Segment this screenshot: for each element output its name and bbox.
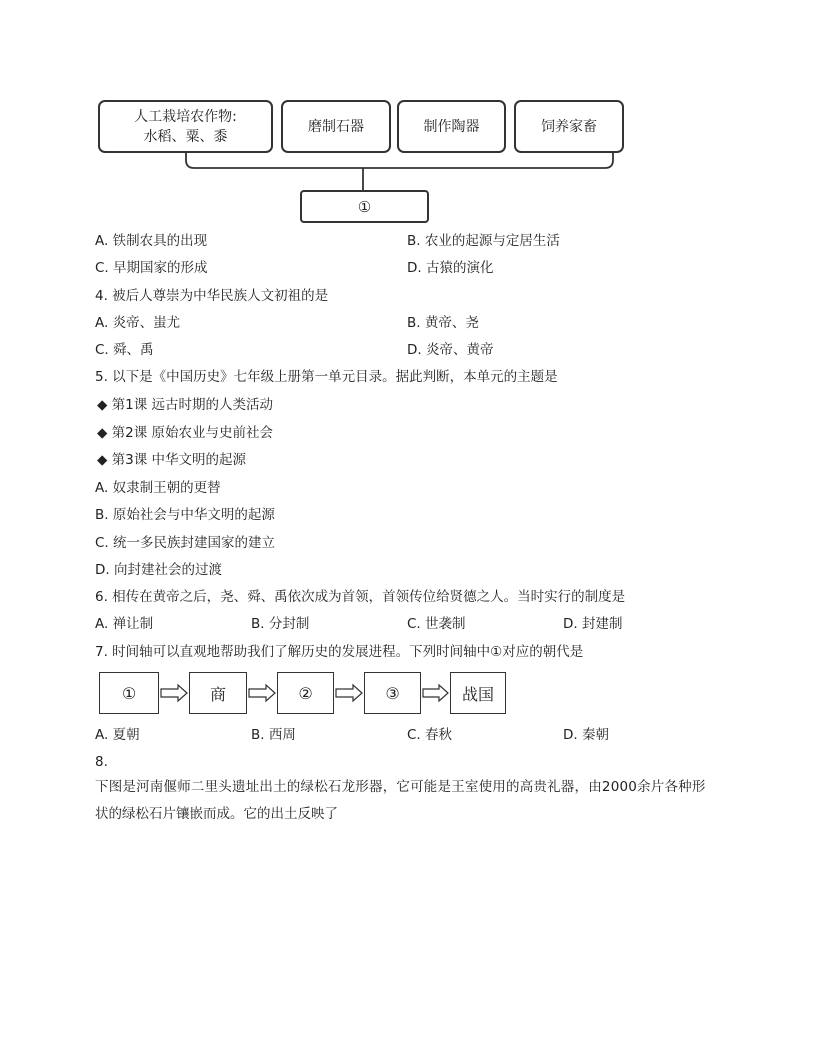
q5-option-c: C. 统一多民族封建国家的建立 <box>95 535 276 551</box>
stone-tools-box: 磨制石器 <box>281 100 391 153</box>
q3-option-b: B. 农业的起源与定居生活 <box>407 233 560 249</box>
q7-option-a: A. 夏朝 <box>95 727 140 743</box>
q4-option-b: B. 黄帝、尧 <box>407 315 479 331</box>
q5-option-b: B. 原始社会与中华文明的起源 <box>95 507 275 523</box>
livestock-box: 饲养家畜 <box>514 100 624 153</box>
pottery-box: 制作陶器 <box>397 100 506 153</box>
q8-text-line1: 下图是河南偃师二里头遗址出土的绿松石龙形器，它可能是王室使用的高贵礼器，由2000余片各种形 <box>95 779 706 795</box>
q7-option-d: D. 秦朝 <box>563 727 609 743</box>
q5-item-3: ◆ 第3课 中华文明的起源 <box>97 452 247 468</box>
q4-stem: 4. 被后人尊崇为中华民族人文初祖的是 <box>95 288 329 304</box>
q6-option-c: C. 世袭制 <box>407 616 466 632</box>
timeline-box-5: 战国 <box>450 672 506 714</box>
q6-option-d: D. 封建制 <box>563 616 623 632</box>
q7-option-c: C. 春秋 <box>407 727 453 743</box>
crop-box-line1: 人工栽培农作物: <box>134 108 237 125</box>
q5-stem: 5. 以下是《中国历史》七年级上册第一单元目录。据此判断，本单元的主题是 <box>95 369 558 385</box>
timeline-box-2: 商 <box>189 672 247 714</box>
q4-option-d: D. 炎帝、黄帝 <box>407 342 494 358</box>
timeline-box-4: ③ <box>364 672 421 714</box>
q5-item-1: ◆ 第1课 远古时期的人类活动 <box>97 397 274 413</box>
q3-option-a: A. 铁制农具的出现 <box>95 233 208 249</box>
q8-text-line2: 状的绿松石片镶嵌而成。它的出土反映了 <box>95 806 338 822</box>
result-box: ① <box>300 190 429 223</box>
q5-item-2: ◆ 第2课 原始农业与史前社会 <box>97 425 274 441</box>
q6-option-b: B. 分封制 <box>251 616 310 632</box>
q6-stem: 6. 相传在黄帝之后，尧、舜、禹依次成为首领，首领传位给贤德之人。当时实行的制度是 <box>95 589 626 605</box>
q7-option-b: B. 西周 <box>251 727 296 743</box>
q7-stem: 7. 时间轴可以直观地帮助我们了解历史的发展进程。下列时间轴中①对应的朝代是 <box>95 644 584 660</box>
q4-option-a: A. 炎帝、蚩尤 <box>95 315 181 331</box>
q3-option-d: D. 古猿的演化 <box>407 260 494 276</box>
q4-option-c: C. 舜、禹 <box>95 342 154 358</box>
timeline-box-3: ② <box>277 672 334 714</box>
crop-box-line2: 水稻、粟、黍 <box>143 128 228 145</box>
q6-option-a: A. 禅让制 <box>95 616 154 632</box>
arrow-icon <box>161 685 448 701</box>
timeline-box-1: ① <box>99 672 159 714</box>
q3-option-c: C. 早期国家的形成 <box>95 260 208 276</box>
q5-option-a: A. 奴隶制王朝的更替 <box>95 480 221 496</box>
q8-number: 8. <box>95 754 108 770</box>
q5-option-d: D. 向封建社会的过渡 <box>95 562 222 578</box>
